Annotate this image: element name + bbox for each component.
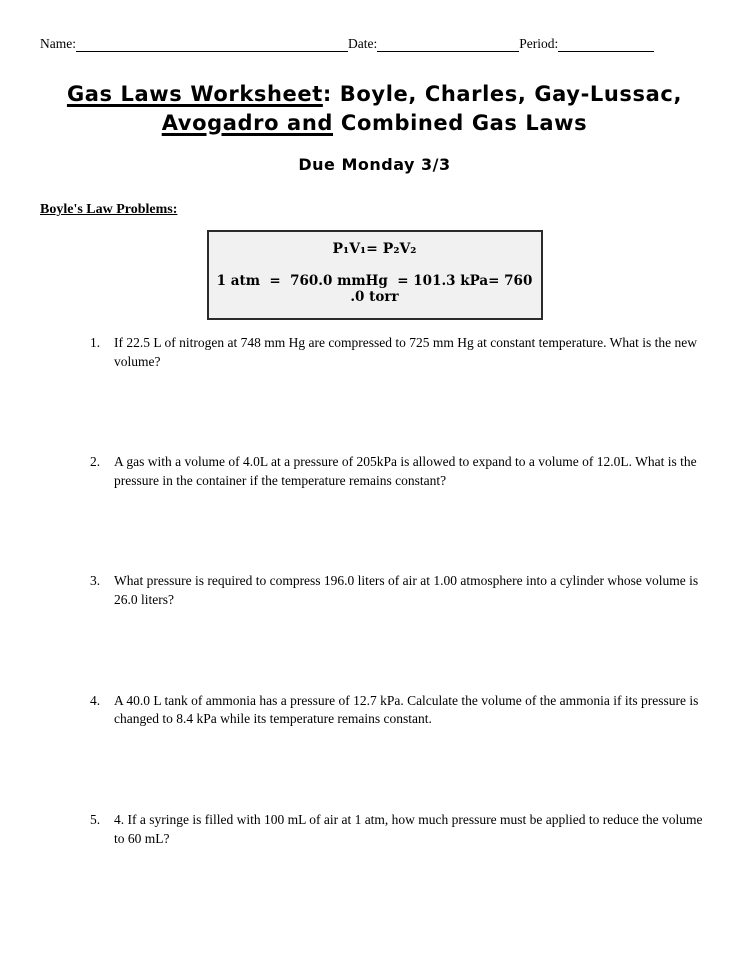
due-date: Due Monday 3/3: [298, 154, 451, 174]
period-blank-line: [558, 37, 654, 52]
problem-item-5: [90, 811, 709, 848]
date-blank-line: [377, 37, 519, 52]
problem-number: 2.: [90, 454, 101, 470]
problem-item-1: [90, 334, 709, 371]
worksheet-title: [40, 80, 709, 137]
name-blank-line: [76, 37, 348, 52]
problems-list: [40, 334, 709, 848]
problem-number: 3.: [90, 573, 101, 589]
pressure-unit-conversions: 1 atm = 760.0 mmHg = 101.3 kPa= 760 .0 torr: [216, 272, 538, 305]
formula-box: [207, 230, 543, 320]
name-date-period-row: [40, 36, 709, 52]
problem-text: A 40.0 L tank of ammonia has a pressure of 12.7 kPa. Calculate the volume of the ammonia if its pressure is changed to 8.4 kPa while its temperature remains constant.: [114, 692, 699, 727]
problem-number: 4.: [90, 692, 101, 708]
problem-text: If 22.5 L of nitrogen at 748 mm Hg are compressed to 725 mm Hg at constant temperature. What is the new volume?: [114, 334, 697, 369]
title-line2-rest: Combined Gas Laws: [333, 110, 588, 135]
title-line2-underlined: Avogadro and: [161, 110, 334, 135]
problem-item-4: [90, 692, 709, 729]
boyles-law-equation: P₁V₁= P₂V₂: [332, 240, 417, 257]
problem-number: 5.: [90, 811, 101, 827]
period-label: Period:: [519, 36, 559, 51]
problem-item-3: [90, 572, 709, 609]
title-line2: [40, 109, 709, 137]
date-label: Date:: [348, 36, 378, 51]
problem-text: 4. If a syringe is filled with 100 mL of air at 1 atm, how much pressure must be applied to reduce the volume to 60 mL?: [114, 811, 703, 846]
name-label: Name:: [40, 36, 76, 51]
title-line1-underlined: Gas Laws Worksheet: [66, 82, 323, 107]
title-line1-rest: : Boyle, Charles, Gay-Lussac,: [322, 82, 683, 107]
problem-text: What pressure is required to compress 196.0 liters of air at 1.00 atmosphere into a cylinder whose volume is 26.0 liters?: [114, 573, 699, 607]
problem-text: A gas with a volume of 4.0L at a pressure of 205kPa is allowed to expand to a volume of 12.0L. What is the pressure in the container if the temperature remains constant?: [114, 454, 697, 488]
problem-number: 1.: [90, 334, 101, 350]
problem-item-2: [90, 453, 709, 490]
boyles-law-section-heading: Boyle's Law Problems:: [40, 201, 178, 217]
title-line1: [40, 80, 709, 108]
